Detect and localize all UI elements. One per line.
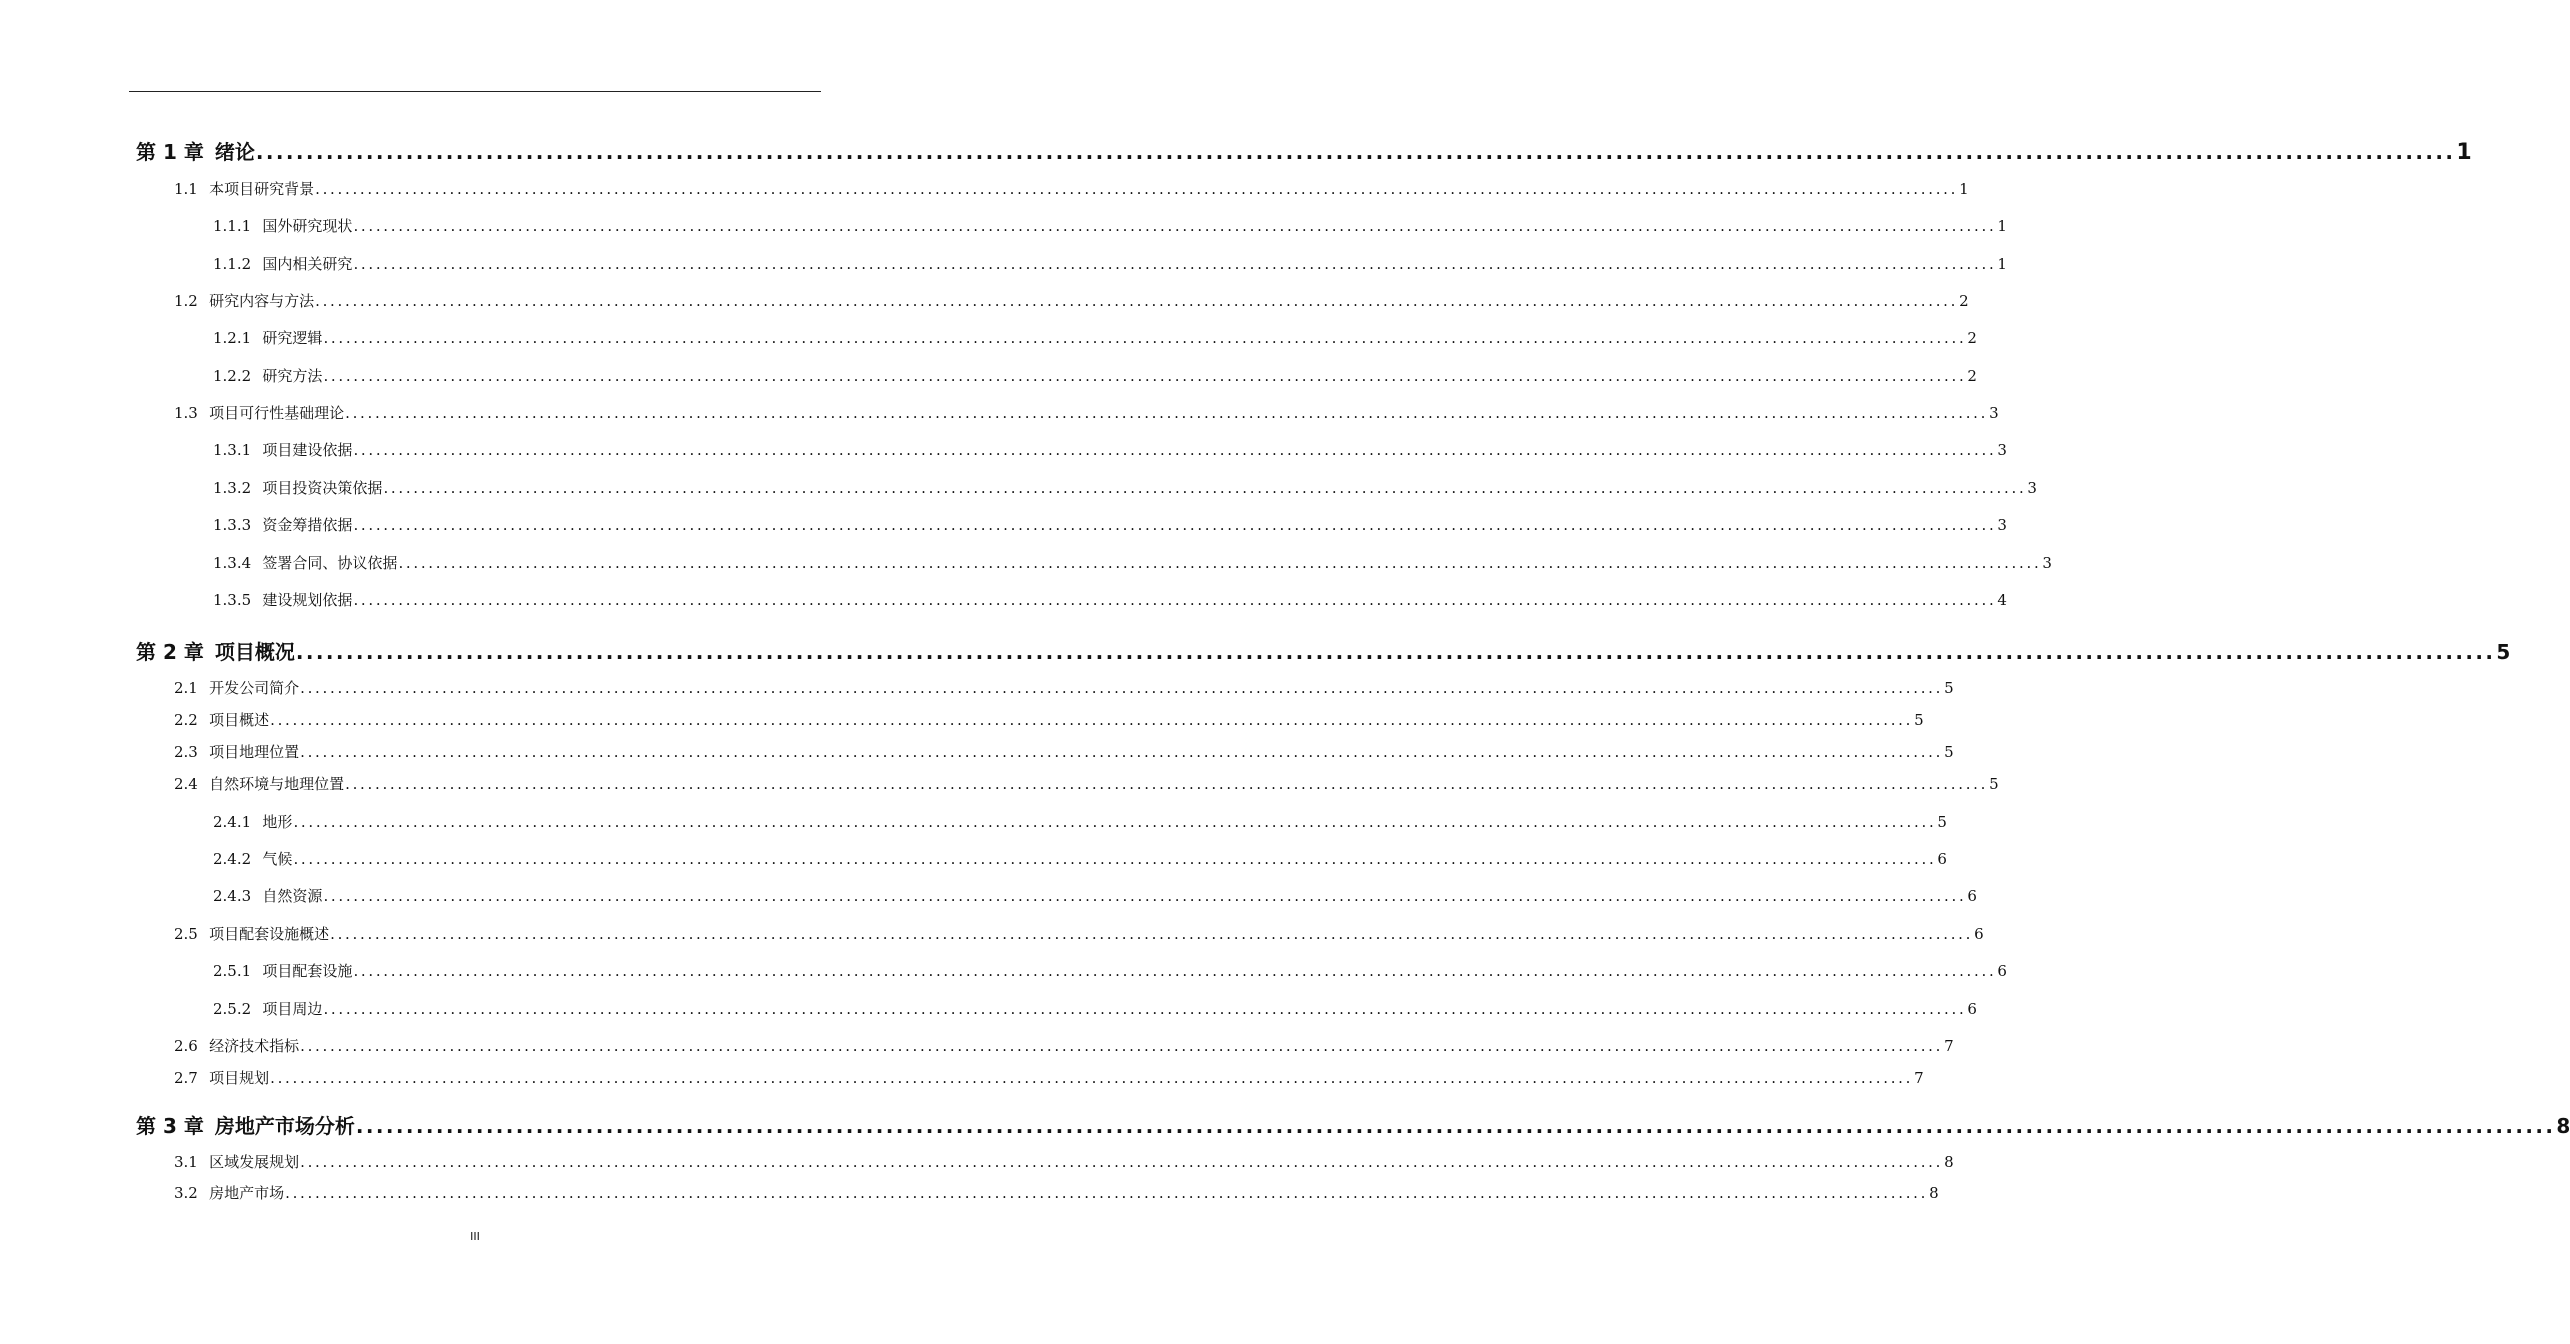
toc-dot-leader: ............................................................................................................................................................................................................................ bbox=[353, 516, 1997, 534]
toc-entry-page: 3 bbox=[2042, 554, 2052, 572]
toc-entry-label bbox=[213, 885, 322, 906]
toc-entry-number: 2.2 bbox=[174, 711, 198, 729]
toc-entry-title: 地形 bbox=[262, 813, 293, 831]
toc-entry-page: 8 bbox=[1929, 1184, 1939, 1202]
toc-dot-leader: ............................................................................................................................................................................................................................ bbox=[315, 292, 1959, 310]
toc-entry-number: 第 3 章 bbox=[136, 1114, 204, 1138]
toc-dot-leader: ............................................................................................................................................................................................................................ bbox=[300, 1037, 1944, 1055]
toc-entry-page: 5 bbox=[1944, 679, 1954, 697]
toc-entry-title: 项目周边 bbox=[262, 1000, 323, 1018]
toc-dot-leader: ............................................................................................................................................................................................................................ bbox=[295, 640, 2496, 664]
toc-dot-leader: ............................................................................................................................................................................................................................ bbox=[353, 962, 1997, 980]
toc-entry-page: 4 bbox=[1997, 591, 2007, 609]
toc-dot-leader: ............................................................................................................................................................................................................................ bbox=[353, 217, 1997, 235]
toc-entry-number: 1.3.1 bbox=[213, 441, 252, 459]
toc-entry-title: 项目概述 bbox=[209, 711, 270, 729]
toc-entry-title: 房地产市场 bbox=[209, 1184, 285, 1202]
toc-entry-label bbox=[213, 253, 352, 274]
toc-entry[interactable] bbox=[174, 741, 1954, 762]
toc-entry-number: 1.3.5 bbox=[213, 591, 252, 609]
toc-entry-page: 1 bbox=[1959, 180, 1969, 198]
toc-entry-title: 研究内容与方法 bbox=[209, 292, 315, 310]
toc-entry-page: 1 bbox=[2456, 140, 2472, 165]
toc-entry-number: 1.2.2 bbox=[213, 367, 252, 385]
toc-entry-title: 项目配套设施 bbox=[262, 962, 353, 980]
toc-entry-title: 开发公司简介 bbox=[209, 679, 300, 697]
toc-entry-label bbox=[213, 552, 397, 573]
toc-entry-number: 1.1.2 bbox=[213, 255, 252, 273]
toc-entry-page: 8 bbox=[1944, 1153, 1954, 1171]
toc-dot-leader: ............................................................................................................................................................................................................................ bbox=[300, 1153, 1944, 1171]
toc-entry-page: 2 bbox=[1967, 367, 1977, 385]
toc-entry-page: 6 bbox=[1937, 850, 1947, 868]
toc-entry-label bbox=[213, 811, 292, 832]
toc-dot-leader: ............................................................................................................................................................................................................................ bbox=[353, 591, 1997, 609]
toc-entry[interactable] bbox=[174, 709, 1924, 730]
toc-entry-page: 6 bbox=[1967, 1000, 1977, 1018]
toc-entry-title: 国外研究现状 bbox=[262, 217, 353, 235]
toc-entry-page: 5 bbox=[2496, 640, 2511, 664]
toc-entry-label bbox=[213, 960, 352, 981]
toc-dot-leader: ............................................................................................................................................................................................................................ bbox=[323, 887, 1967, 905]
toc-entry-label bbox=[174, 923, 329, 944]
toc-entry-title: 项目可行性基础理论 bbox=[209, 404, 345, 422]
toc-entry[interactable] bbox=[213, 960, 2007, 981]
toc-entry[interactable] bbox=[174, 178, 1969, 199]
toc-dot-leader: ............................................................................................................................................................................................................................ bbox=[285, 1184, 1929, 1202]
toc-entry-page: 3 bbox=[1989, 404, 1999, 422]
toc-entry[interactable] bbox=[213, 439, 2007, 460]
toc-entry-number: 1.3.3 bbox=[213, 516, 252, 534]
toc-entry-title: 本项目研究背景 bbox=[209, 180, 315, 198]
toc-entry-number: 1.2.1 bbox=[213, 329, 252, 347]
toc-entry[interactable] bbox=[213, 215, 2007, 236]
toc-entry-label bbox=[136, 136, 255, 165]
footer-page-number: III bbox=[470, 1230, 480, 1243]
toc-dot-leader: ............................................................................................................................................................................................................................ bbox=[293, 813, 1937, 831]
toc-entry-number: 3.2 bbox=[174, 1184, 198, 1202]
toc-entry-number: 2.5 bbox=[174, 925, 198, 943]
toc-dot-leader: ............................................................................................................................................................................................................................ bbox=[353, 255, 1997, 273]
toc-entry-label bbox=[136, 636, 295, 665]
toc-entry-title: 签署合同、协议依据 bbox=[262, 554, 398, 572]
toc-entry-number: 2.7 bbox=[174, 1069, 198, 1087]
toc-entry-title: 建设规划依据 bbox=[262, 591, 353, 609]
toc-entry-number: 1.3.2 bbox=[213, 479, 252, 497]
toc-entry[interactable] bbox=[136, 136, 2472, 165]
toc-entry[interactable] bbox=[213, 514, 2007, 535]
toc-dot-leader: ............................................................................................................................................................................................................................ bbox=[300, 679, 1944, 697]
toc-entry-title: 项目概况 bbox=[214, 640, 295, 664]
toc-dot-leader: ............................................................................................................................................................................................................................ bbox=[270, 1069, 1914, 1087]
toc-entry-page: 7 bbox=[1914, 1069, 1924, 1087]
toc-entry-page: 7 bbox=[1944, 1037, 1954, 1055]
toc-entry-number: 1.2 bbox=[174, 292, 198, 310]
toc-entry-number: 2.3 bbox=[174, 743, 198, 761]
toc-dot-leader: ............................................................................................................................................................................................................................ bbox=[353, 441, 1997, 459]
toc-entry-title: 项目配套设施概述 bbox=[209, 925, 330, 943]
toc-entry-title: 项目规划 bbox=[209, 1069, 270, 1087]
toc-entry-page: 5 bbox=[1914, 711, 1924, 729]
toc-dot-leader: ............................................................................................................................................................................................................................ bbox=[398, 554, 2042, 572]
toc-entry-label bbox=[136, 1110, 355, 1139]
toc-entry-page: 2 bbox=[1967, 329, 1977, 347]
toc-entry-label bbox=[174, 677, 299, 698]
toc-entry[interactable] bbox=[213, 477, 2037, 498]
toc-dot-leader: ............................................................................................................................................................................................................................ bbox=[345, 775, 1989, 793]
toc-entry-label bbox=[174, 741, 299, 762]
toc-entry-page: 8 bbox=[2556, 1114, 2570, 1138]
toc-entry-label bbox=[174, 1035, 299, 1056]
toc-entry-number: 第 1 章 bbox=[136, 140, 204, 164]
toc-entry-label bbox=[213, 998, 322, 1019]
toc-entry[interactable] bbox=[213, 811, 1947, 832]
toc-entry-title: 房地产市场分析 bbox=[214, 1114, 355, 1138]
toc-entry[interactable] bbox=[174, 1151, 1954, 1172]
toc-entry-label bbox=[213, 848, 292, 869]
toc-entry-number: 1.3 bbox=[174, 404, 198, 422]
toc-dot-leader: ............................................................................................................................................................................................................................ bbox=[345, 404, 1989, 422]
toc-entry-number: 1.3.4 bbox=[213, 554, 252, 572]
toc-entry-page: 2 bbox=[1959, 292, 1969, 310]
toc-entry-number: 2.4.3 bbox=[213, 887, 252, 905]
toc-dot-leader: ............................................................................................................................................................................................................................ bbox=[300, 743, 1944, 761]
toc-entry[interactable] bbox=[174, 1035, 1954, 1056]
toc-entry[interactable] bbox=[213, 253, 2007, 274]
toc-entry-label bbox=[213, 215, 352, 236]
toc-entry-number: 1.1 bbox=[174, 180, 198, 198]
toc-entry-page: 3 bbox=[1997, 516, 2007, 534]
toc-entry-label bbox=[174, 1067, 269, 1088]
toc-entry-label bbox=[174, 402, 344, 423]
toc-entry-label bbox=[213, 514, 352, 535]
toc-entry-title: 项目地理位置 bbox=[209, 743, 300, 761]
toc-dot-leader: ............................................................................................................................................................................................................................ bbox=[270, 711, 1914, 729]
toc-entry-page: 3 bbox=[1997, 441, 2007, 459]
toc-dot-leader: ............................................................................................................................................................................................................................ bbox=[323, 367, 1967, 385]
toc-entry[interactable] bbox=[174, 923, 1984, 944]
toc-entry-label bbox=[174, 1151, 299, 1172]
toc-entry-number: 2.6 bbox=[174, 1037, 198, 1055]
toc-dot-leader: ............................................................................................................................................................................................................................ bbox=[330, 925, 1974, 943]
toc-entry-number: 3.1 bbox=[174, 1153, 198, 1171]
toc-entry-label bbox=[213, 327, 322, 348]
toc-entry-label bbox=[213, 439, 352, 460]
toc-entry[interactable] bbox=[213, 327, 1977, 348]
toc-entry-number: 2.4 bbox=[174, 775, 198, 793]
toc-entry-page: 5 bbox=[1944, 743, 1954, 761]
toc-entry-title: 经济技术指标 bbox=[209, 1037, 300, 1055]
toc-entry-number: 2.5.1 bbox=[213, 962, 252, 980]
toc-entry-label bbox=[213, 365, 322, 386]
toc-entry-title: 项目建设依据 bbox=[262, 441, 353, 459]
toc-entry-number: 第 2 章 bbox=[136, 640, 204, 664]
toc-entry-title: 气候 bbox=[262, 850, 293, 868]
toc-entry-title: 研究逻辑 bbox=[262, 329, 323, 347]
toc-entry-number: 2.1 bbox=[174, 679, 198, 697]
toc-entry-title: 资金筹措依据 bbox=[262, 516, 353, 534]
toc-entry-title: 研究方法 bbox=[262, 367, 323, 385]
toc-entry-page: 1 bbox=[1997, 255, 2007, 273]
toc-entry-page: 6 bbox=[1967, 887, 1977, 905]
toc-entry[interactable] bbox=[174, 1067, 1924, 1088]
toc-entry-title: 自然资源 bbox=[262, 887, 323, 905]
toc-entry-title: 项目投资决策依据 bbox=[262, 479, 383, 497]
toc-entry-number: 2.4.2 bbox=[213, 850, 252, 868]
toc-entry-title: 国内相关研究 bbox=[262, 255, 353, 273]
toc-entry-label bbox=[213, 477, 382, 498]
toc-entry[interactable] bbox=[136, 1110, 2570, 1139]
toc-dot-leader: ............................................................................................................................................................................................................................ bbox=[383, 479, 2027, 497]
toc-entry[interactable] bbox=[174, 1182, 1939, 1203]
toc-entry-number: 1.1.1 bbox=[213, 217, 252, 235]
toc-dot-leader: ............................................................................................................................................................................................................................ bbox=[323, 329, 1967, 347]
toc-entry-page: 5 bbox=[1989, 775, 1999, 793]
toc-entry[interactable] bbox=[174, 402, 1999, 423]
toc-dot-leader: ............................................................................................................................................................................................................................ bbox=[355, 1114, 2556, 1138]
toc-entry-page: 1 bbox=[1997, 217, 2007, 235]
toc-entry-title: 区域发展规划 bbox=[209, 1153, 300, 1171]
toc-entry[interactable] bbox=[213, 998, 1977, 1019]
toc-entry[interactable] bbox=[213, 848, 1947, 869]
toc-entry[interactable] bbox=[213, 365, 1977, 386]
toc-entry[interactable] bbox=[213, 589, 2007, 610]
toc-dot-leader: ............................................................................................................................................................................................................................ bbox=[315, 180, 1959, 198]
toc-entry-title: 自然环境与地理位置 bbox=[209, 775, 345, 793]
toc-dot-leader: ............................................................................................................................................................................................................................ bbox=[323, 1000, 1967, 1018]
toc-dot-leader: ............................................................................................................................................................................................................................ bbox=[255, 140, 2456, 164]
toc-entry-page: 6 bbox=[1997, 962, 2007, 980]
toc-entry-page: 6 bbox=[1974, 925, 1984, 943]
toc-entry[interactable] bbox=[174, 773, 1999, 794]
toc-entry[interactable] bbox=[213, 885, 1977, 906]
toc-entry-label bbox=[174, 773, 344, 794]
toc-dot-leader: ............................................................................................................................................................................................................................ bbox=[293, 850, 1937, 868]
toc-entry[interactable] bbox=[136, 636, 2511, 665]
toc-entry[interactable] bbox=[213, 552, 2052, 573]
toc-entry-label bbox=[213, 589, 352, 610]
toc-entry-label bbox=[174, 1182, 284, 1203]
toc-entry-number: 2.4.1 bbox=[213, 813, 252, 831]
toc-entry[interactable] bbox=[174, 290, 1969, 311]
toc-entry[interactable] bbox=[174, 677, 1954, 698]
toc-entry-page: 3 bbox=[2027, 479, 2037, 497]
toc-entry-label bbox=[174, 178, 314, 199]
toc-entry-number: 2.5.2 bbox=[213, 1000, 252, 1018]
toc-entry-page: 5 bbox=[1937, 813, 1947, 831]
toc-entry-label bbox=[174, 709, 269, 730]
toc-entry-label bbox=[174, 290, 314, 311]
toc-entry-title: 绪论 bbox=[214, 140, 255, 164]
